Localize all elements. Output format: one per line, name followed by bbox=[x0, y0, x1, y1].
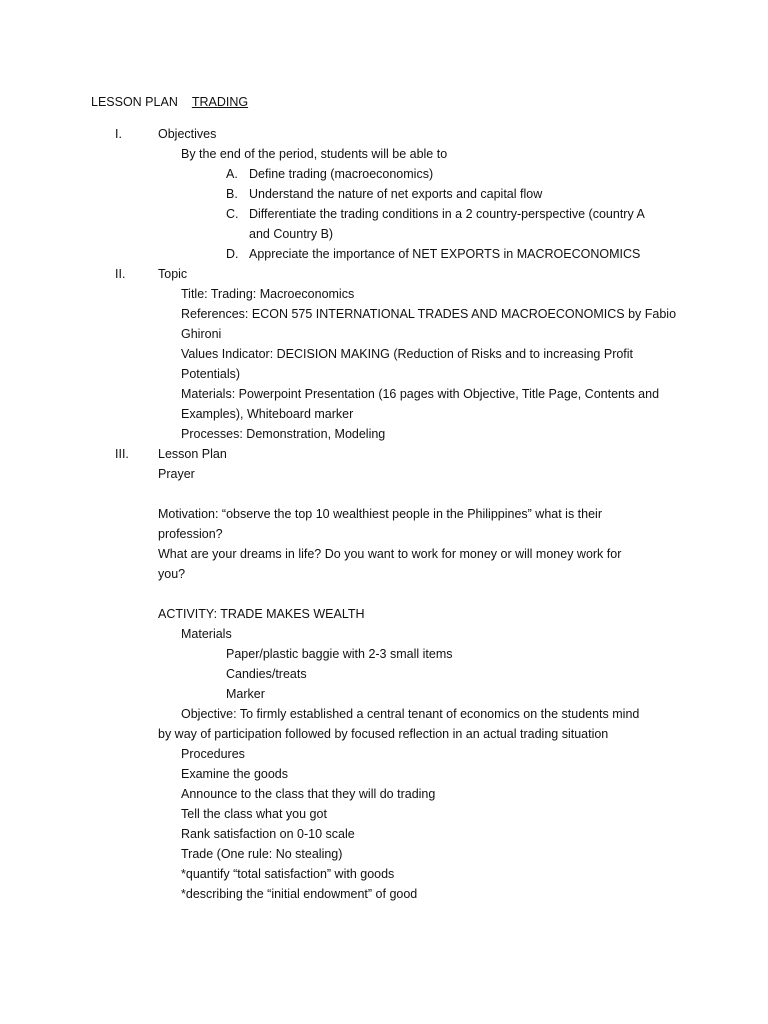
topic-line: Examples), Whiteboard marker bbox=[181, 407, 354, 421]
procedure-item: Rank satisfaction on 0-10 scale bbox=[181, 827, 355, 841]
objective-letter: A. bbox=[226, 167, 238, 181]
activity-objective: Objective: To firmly established a central tenant of economics on the students mind bbox=[181, 707, 640, 721]
objective-letter: C. bbox=[226, 207, 239, 221]
section-numeral-3: III. bbox=[115, 447, 129, 461]
material-item: Marker bbox=[226, 687, 265, 701]
topic-line: Processes: Demonstration, Modeling bbox=[181, 427, 386, 441]
objective-letter: D. bbox=[226, 247, 239, 261]
topic-line: Ghironi bbox=[181, 327, 222, 341]
objective-item: Define trading (macroeconomics) bbox=[249, 167, 434, 181]
procedure-item: Tell the class what you got bbox=[181, 807, 327, 821]
title-label: LESSON PLAN bbox=[91, 95, 178, 109]
topic-line: Values Indicator: DECISION MAKING (Reduction of Risks and to increasing Profit bbox=[181, 347, 634, 361]
motivation-line: profession? bbox=[158, 527, 223, 541]
objectives-intro: By the end of the period, students will be able to bbox=[181, 147, 448, 161]
procedure-item: Examine the goods bbox=[181, 767, 289, 781]
objective-item-continued: and Country B) bbox=[249, 227, 334, 241]
topic-line: References: ECON 575 INTERNATIONAL TRADES AND MACROECONOMICS by Fabio bbox=[181, 307, 677, 321]
activity-objective-continued: by way of participation followed by focused reflection in an actual trading situation bbox=[158, 727, 609, 741]
topic-line: Potentials) bbox=[181, 367, 241, 381]
procedure-item: *describing the “initial endowment” of good bbox=[181, 887, 418, 901]
procedure-item: *quantify “total satisfaction” with goods bbox=[181, 867, 395, 881]
procedure-item: Announce to the class that they will do trading bbox=[181, 787, 436, 801]
document-title bbox=[91, 94, 248, 110]
objective-item: Understand the nature of net exports and capital flow bbox=[249, 187, 543, 201]
motivation-line: you? bbox=[158, 567, 186, 581]
material-item: Candies/treats bbox=[226, 667, 307, 681]
motivation-line: What are your dreams in life? Do you want to work for money or will money work for bbox=[158, 547, 622, 561]
objective-item: Appreciate the importance of NET EXPORTS in MACROECONOMICS bbox=[249, 247, 641, 261]
section-numeral-1: I. bbox=[115, 127, 122, 141]
prayer-line: Prayer bbox=[158, 467, 195, 481]
procedures-heading: Procedures bbox=[181, 747, 245, 761]
objective-letter: B. bbox=[226, 187, 238, 201]
objective-item: Differentiate the trading conditions in a 2 country-perspective (country A bbox=[249, 207, 645, 221]
activity-title: ACTIVITY: TRADE MAKES WEALTH bbox=[158, 607, 365, 621]
materials-heading: Materials bbox=[181, 627, 232, 641]
section-heading-topic: Topic bbox=[158, 267, 188, 281]
section-heading-lesson-plan: Lesson Plan bbox=[158, 447, 227, 461]
topic-line: Materials: Powerpoint Presentation (16 pages with Objective, Title Page, Contents and bbox=[181, 387, 660, 401]
title-subject: TRADING bbox=[191, 95, 249, 109]
procedure-item: Trade (One rule: No stealing) bbox=[181, 847, 343, 861]
motivation-line: Motivation: “observe the top 10 wealthiest people in the Philippines” what is their bbox=[158, 507, 603, 521]
section-heading-objectives: Objectives bbox=[158, 127, 217, 141]
topic-line: Title: Trading: Macroeconomics bbox=[181, 287, 355, 301]
section-numeral-2: II. bbox=[115, 267, 126, 281]
material-item: Paper/plastic baggie with 2-3 small items bbox=[226, 647, 453, 661]
